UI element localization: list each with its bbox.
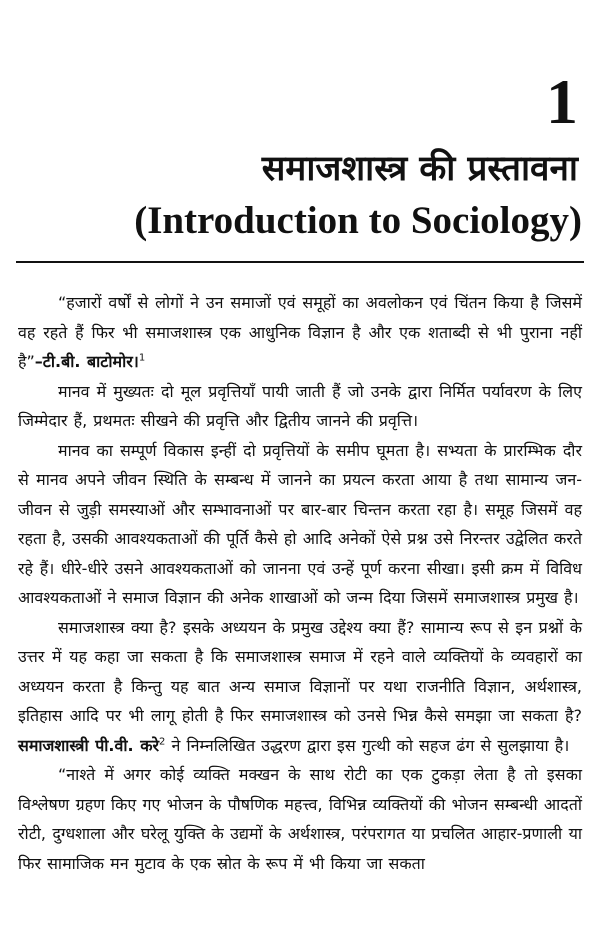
paragraph: मानव का सम्पूर्ण विकास इन्हीं दो प्रवृत्तियों के समीप घूमता है। सभ्यता के प्रारम्भिक दौर से मानव अपने जीवन स्थिति के सम्बन्ध में जानने का प्रयत्न करता आया है तथा सामान्य जन-जीवन से जुड़ी समस्याओं और सम्भावनाओं पर बार-बार चिन्तन करता रहा है। समूह जिसमें वह रहता है, उसकी आवश्यकताओं की पूर्ति कैसे हो आदि अनेकों ऐसे प्रश्न उसे निरन्तर उद्वेलित करते रहे हैं। धीरे-धीरे उसने आवश्यकताओं को जानना एवं उन्हें पूर्ण करना सीखा। इसी क्रम में विविध आवश्यकताओं ने समाज विज्ञान की अनेक शाखाओं को जन्म दिया जिसमें समाजशास्त्र प्रमुख है। — [18, 440, 582, 607]
paragraph-quote: “नाश्ते में अगर कोई व्यक्ति मक्खन के साथ रोटी का एक टुकड़ा लेता है तो इसका विश्लेषण ग्रहण किए गए भोजन के पौषणिक महत्त्व, विभिन्न व्यक्तियों की भोजन सम्बन्धी आदतों रोटी, दुग्धशाला और घरेलू युक्ति के उद्यमों के अर्थशास्त्र, परंपरागत या प्रचलित आहार-प्रणाली या फिर सामाजिक मन मुटाव के एक स्रोत के रूप में भी किया जा सकता — [18, 765, 582, 873]
chapter-body — [18, 288, 582, 878]
paragraph — [18, 613, 582, 761]
paragraph-text: समाजशास्त्र क्या है? इसके अध्ययन के प्रमुख उद्देश्य क्या हैं? सामान्य रूप से इन प्रश्नों के उत्तर में यह कहा जा सकता है कि समाजशास्त्र समाज में रहने वाले व्यक्तियों के व्यवहारों का अध्ययन करता है किन्तु यह बात अन्य समाज विज्ञानों पर यथा राजनीति विज्ञान, अर्थशास्त्र, इतिहास आदि पर भी लागू होती है फिर समाजशास्त्र को उनसे भिन्न कैसे समझा जा सकता है? — [18, 617, 582, 725]
chapter-title-english: (Introduction to Sociology) — [134, 199, 582, 242]
cited-author: समाजशास्त्री पी.वी. करे — [18, 735, 160, 755]
quote-author: –टी.बी. बाटोमोर। — [34, 352, 139, 371]
footnote-marker: 2 — [159, 736, 166, 748]
paragraph-text: ने निम्नलिखित उद्धरण द्वारा इस गुत्थी को सहज ढंग से सुलझाया है। — [171, 735, 570, 755]
chapter-number: 1 — [546, 66, 578, 137]
paragraph: मानव में मुख्यतः दो मूल प्रवृत्तियाँ पायी जाती हैं जो उनके द्वारा निर्मित पर्यावरण के लिए जिम्मेदार हैं, प्रथमतः सीखने की प्रवृत्ति और द्वितीय जानने की प्रवृत्ति। — [18, 381, 582, 430]
chapter-title-hindi: समाजशास्त्र की प्रस्तावना — [261, 149, 578, 189]
quote-text: “हजारों वर्षों से लोगों ने उन समाजों एवं समूहों का अवलोकन एवं चिंतन किया है जिसमें वह रहते हैं फिर भी समाजशास्त्र एक आधुनिक विज्ञान है और एक शताब्दी से भी पुराना नहीं है” — [18, 293, 582, 371]
paragraph-quote — [18, 288, 582, 377]
title-divider — [16, 261, 584, 263]
footnote-marker: 1 — [138, 352, 146, 364]
